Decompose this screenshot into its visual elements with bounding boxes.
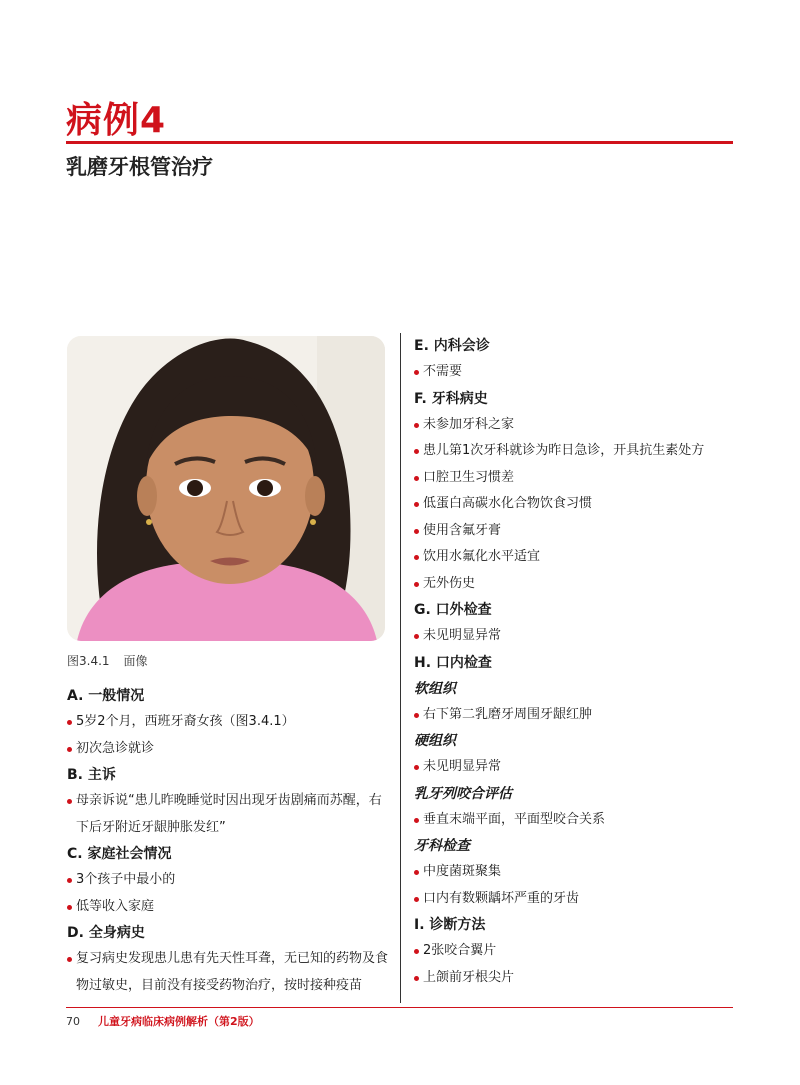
section-heading: D. 全身病史 (67, 925, 145, 941)
bullet-item: 母亲诉说“患儿昨晚睡觉时因出现牙齿剧痛而苏醒，右下后牙附近牙龈肿胀发红” (67, 788, 392, 841)
case-title: 病例4 (66, 100, 167, 141)
section-heading: B. 主诉 (67, 767, 116, 783)
bullet-item: 垂直末端平面，平面型咬合关系 (414, 807, 744, 834)
section-heading: G. 口外检查 (414, 602, 492, 618)
bullet-item: 使用含氟牙膏 (414, 518, 744, 545)
bullet-item: 低等收入家庭 (67, 894, 392, 921)
subsection-heading: 软组织 (414, 680, 456, 697)
figure-caption-text: 面像 (123, 654, 148, 668)
bullet-item: 未参加牙科之家 (414, 412, 744, 439)
right-column (414, 333, 744, 991)
page-number: 70 (66, 1015, 80, 1028)
bullet-item: 不需要 (414, 359, 744, 386)
figure-number: 图3.4.1 (67, 654, 110, 668)
section-heading: H. 口内检查 (414, 654, 492, 671)
bullet-item: 3个孩子中最小的 (67, 867, 392, 894)
bullet-item: 上颌前牙根尖片 (414, 965, 744, 992)
bullet-item: 5岁2个月，西班牙裔女孩（图3.4.1） (67, 709, 392, 736)
footer-rule (66, 1007, 733, 1008)
subsection-heading: 硬组织 (414, 733, 456, 749)
bullet-item: 2张咬合翼片 (414, 938, 744, 965)
page-footer (66, 1013, 260, 1029)
bullet-item: 复习病史发现患儿患有先天性耳聋，无已知的药物及食物过敏史，目前没有接受药物治疗，按时接种疫苗 (67, 946, 392, 999)
book-title: 儿童牙病临床病例解析（第2版） (98, 1015, 260, 1028)
bullet-item: 中度菌斑聚集 (414, 859, 744, 886)
section-heading: F. 牙科病史 (414, 390, 488, 407)
section-heading: A. 一般情况 (67, 688, 145, 704)
bullet-item: 饮用水氟化水平适宜 (414, 544, 744, 571)
bullet-item: 无外伤史 (414, 571, 744, 598)
bullet-item: 患儿第1次牙科就诊为昨日急诊，开具抗生素处方 (414, 438, 744, 465)
bullet-item: 低蛋白高碳水化合物饮食习惯 (414, 491, 744, 518)
bullet-item: 未见明显异常 (414, 754, 744, 781)
bullet-item: 未见明显异常 (414, 623, 744, 650)
bullet-item: 初次急诊就诊 (67, 736, 392, 763)
bullet-item: 右下第二乳磨牙周围牙龈红肿 (414, 702, 744, 729)
facial-photo (67, 336, 385, 641)
column-divider (400, 333, 401, 1003)
bullet-item: 口腔卫生习惯差 (414, 465, 744, 492)
figure-caption (67, 652, 162, 669)
section-heading: C. 家庭社会情况 (67, 846, 172, 862)
subsection-heading: 乳牙列咬合评估 (414, 785, 512, 802)
section-heading: E. 内科会诊 (414, 338, 490, 354)
case-subtitle: 乳磨牙根管治疗 (66, 155, 213, 179)
left-column (67, 683, 392, 999)
bullet-item: 口内有数颗龋坏严重的牙齿 (414, 886, 744, 913)
section-heading: I. 诊断方法 (414, 917, 486, 933)
title-rule (66, 141, 733, 144)
subsection-heading: 牙科检查 (414, 838, 470, 854)
